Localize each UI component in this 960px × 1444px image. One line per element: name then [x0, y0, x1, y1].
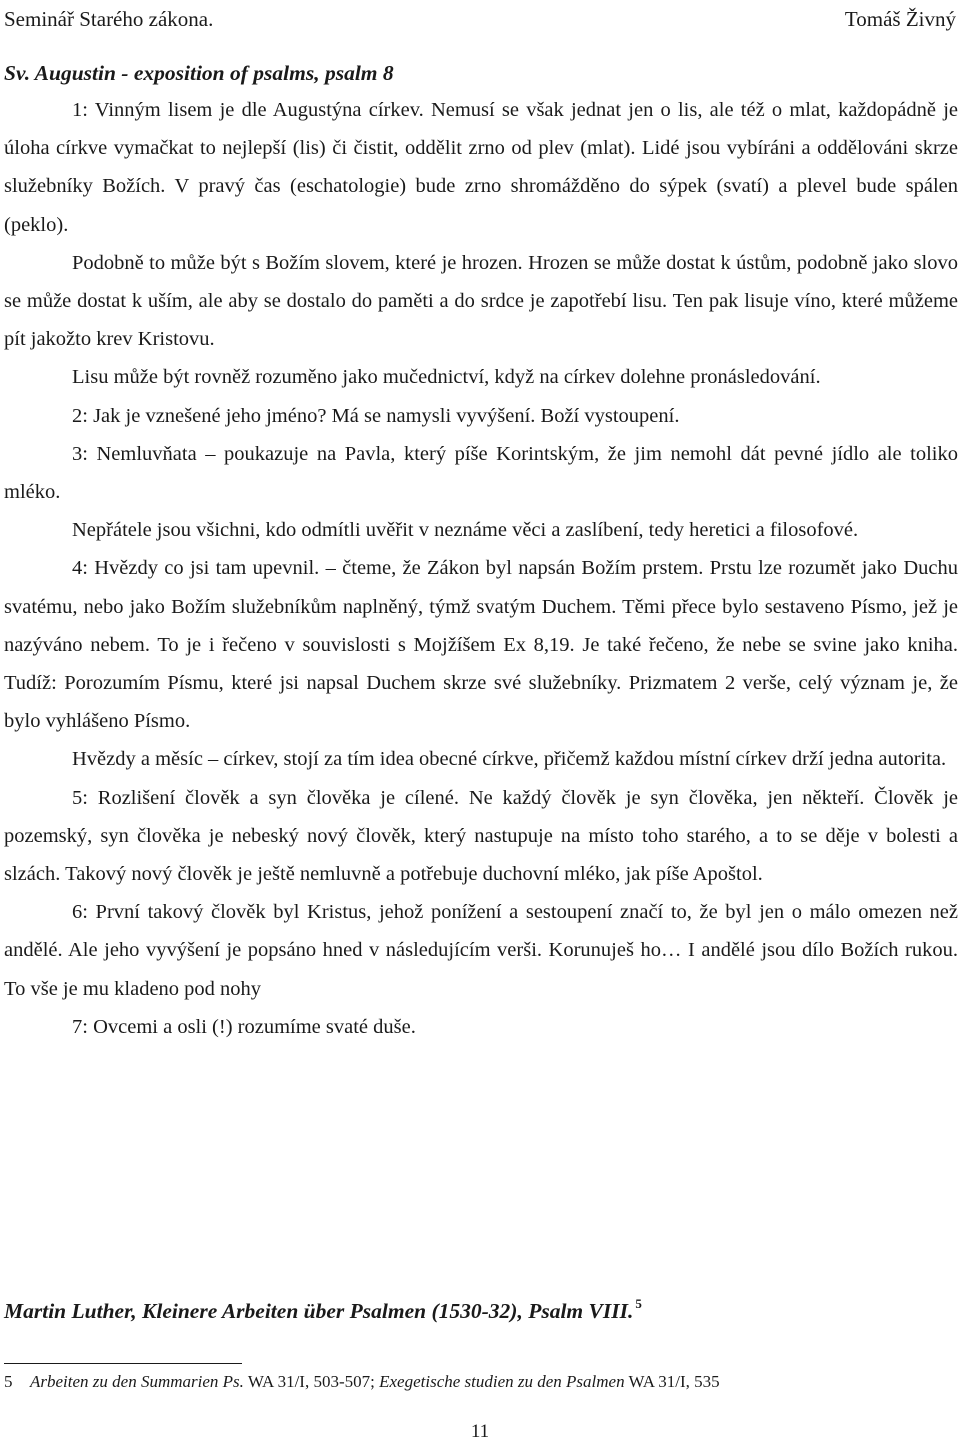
page-number: 11 [470, 1421, 490, 1442]
paragraph: 4: Hvězdy co jsi tam upevnil. – čteme, že Zákon byl napsán Božím prstem. Prstu lze rozumět jako Duchu svatému, nebo jako Božím služebníkům naplněný, týmž svatým Duchem. Těmi přece bylo sestaveno Písmo, jež je nazýváno nebem. To je i řečeno v souvislosti s Mojžíšem Ex 8,19. Je také řečeno, že nebe se svine jako kniha. Tudíž: Porozumím Písmu, které jsi napsal Duchem skrze své služebníky. Prizmatem 2 verše, celý význam je, že bylo vyhlášeno Písmo. [4, 557, 958, 733]
paragraph: Nepřátele jsou všichni, kdo odmítli uvěřit v neznáme věci a zaslíbení, tedy heretici a filosofové. [72, 519, 859, 542]
header-left-title: Seminář Starého zákona. [4, 7, 214, 31]
paragraph: 3: Nemluvňata – poukazuje na Pavla, který píše Korintským, že jim nemohl dát pevné jídlo ale toliko mléko. [4, 442, 958, 504]
footnote-reference-text: WA 31/I, 503-507; [243, 1372, 380, 1391]
section-title-luther [4, 1289, 642, 1326]
footnote-number: 5 [4, 1372, 13, 1391]
paragraph: 7: Ovcemi a osli (!) rozumíme svaté duše. [72, 1015, 416, 1038]
footnote-work-title: Arbeiten zu den Summarien Ps. [30, 1372, 244, 1391]
paragraph: 5: Rozlišení člověk a syn člověka je cílené. Ne každý člověk je syn člověka, jen někteří. Člověk je pozemský, syn člověka je nebeský nový člověk, který nastupuje na místo toho starého, a to se děje v bolesti a slzách. Takový nový člověk je ještě nemluvně a potřebuje duchovní mléko, jak píše Apoštol. [4, 786, 958, 886]
paragraph: 6: První takový člověk byl Kristus, jehož ponížení a sestoupení značí to, že byl jen o málo omezen než andělé. Ale jeho vyvýšení je popsáno hned v následujícím verši. Korunuješ ho… I andělé jsou dílo Božích rukou. To vše je mu kladeno pod nohy [4, 901, 958, 1000]
section-title-luther-text: Martin Luther, Kleinere Arbeiten über Psalmen (1530-32), Psalm VIII. [4, 1299, 634, 1323]
footnote-reference[interactable]: 5 [635, 1296, 642, 1311]
paragraph: 2: Jak je vznešené jeho jméno? Má se namysli vyvýšení. Boží vystoupení. [72, 404, 680, 427]
body-text [4, 91, 958, 1046]
paragraph: Podobně to může být s Božím slovem, které je hrozen. Hrozen se může dostat k ústům, podobně jako slovo se může dostat k uším, ale aby se dostalo do paměti a do srdce je zapotřebí lisu. Ten pak lisuje víno, které můžeme pít jakožto krev Kristovu. [4, 251, 958, 351]
footnote-reference-text: WA 31/I, 535 [624, 1372, 720, 1391]
section-title-augustin: Sv. Augustin - exposition of psalms, psalm 8 [4, 61, 394, 85]
paragraph: 1: Vinným lisem je dle Augustýna církev. Nemusí se však jednat jen o lis, ale též o mlat, každopádně je úloha církve vymačkat to nejlepší (lis) či čistit, oddělit zrno od plev (mlat). Lidé jsou vybíráni a oddělováni skrze služebníky Božích. V pravý čas (eschatologie) bude zrno shromážděno do sýpek (svatí) a plevel bude spálen (peklo). [4, 99, 958, 236]
paragraph: Lisu může být rovněž rozuměno jako mučednictví, když na církev dolehne pronásledování. [72, 366, 821, 389]
header-author: Tomáš Živný [844, 7, 956, 31]
footnote-divider [4, 1363, 242, 1364]
paragraph: Hvězdy a měsíc – církev, stojí za tím idea obecné církve, přičemž každou místní církev drží jedna autorita. [72, 748, 947, 771]
page-header [4, 4, 956, 34]
footnote [4, 1369, 720, 1395]
footnote-work-title: Exegetische studien zu den Psalmen [379, 1372, 625, 1391]
